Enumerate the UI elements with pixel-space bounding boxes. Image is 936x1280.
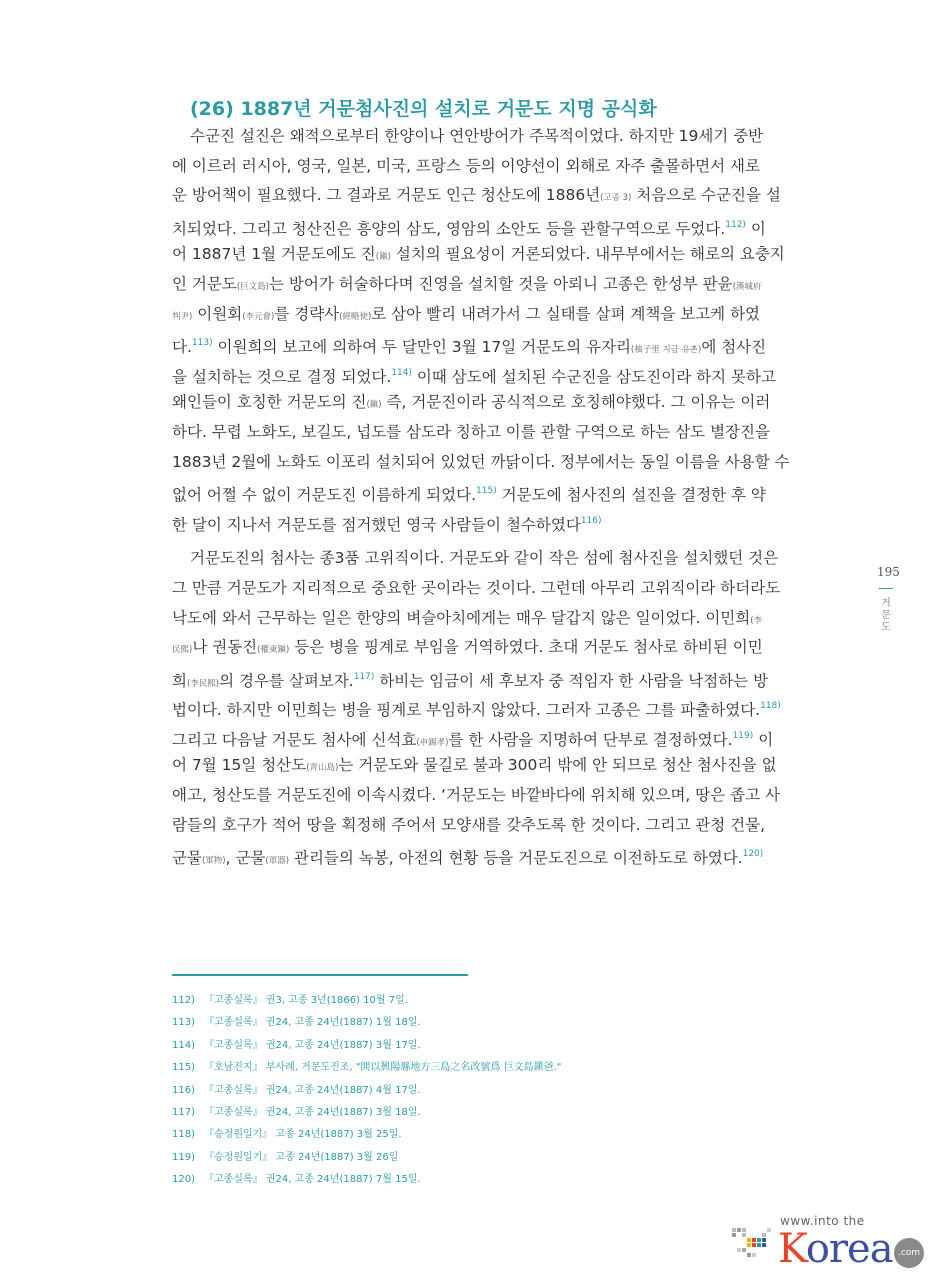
text-run: 없어 어쩔 수 없이 거문도진 이름하게 되었다. <box>172 486 477 505</box>
footnote-number: 118) <box>172 1129 195 1141</box>
footnote-text: 『고종실록』 권24, 고종 24년(1887) 3월 18일. <box>204 1107 421 1119</box>
footnote-ref: 115) <box>476 486 497 497</box>
text-run: 하다. 무렵 노화도, 보길도, 넙도를 삼도라 칭하고 이를 관할 구역으로 하는 삼도 별장진을 <box>172 422 770 441</box>
logo-pixel <box>762 1238 766 1242</box>
side-label-char: 문 <box>881 610 891 621</box>
footnote-number: 115) <box>172 1062 195 1074</box>
logo-pixel <box>747 1238 751 1242</box>
page-number: 195 <box>877 565 900 579</box>
text-run: 낙도에 와서 근무하는 일은 한양의 벼슬아치에게는 매우 달갑지 않은 일이었다. 이민희 <box>172 608 751 627</box>
text-run: 1883년 2월에 노화도 이포리 설치되어 있었던 까닭이다. 정부에서는 동일 이름을 사용할 수 <box>172 452 790 471</box>
footnote-divider <box>172 974 468 976</box>
text-run: 설치의 필요성이 거론되었다. 내무부에서는 해로의 요충지 <box>390 245 785 264</box>
footnote-text: 『고종실록』 권24, 고종 24년(1887) 1월 18일. <box>204 1017 421 1029</box>
hanja-annotation: (고종 3) <box>600 193 632 204</box>
logo-pixel <box>742 1233 746 1237</box>
logo-pixel <box>752 1238 756 1242</box>
text-line <box>172 418 790 448</box>
hanja-annotation: (漢城府 <box>732 281 762 292</box>
side-chapter-label <box>880 598 892 634</box>
footnote-ref: 116) <box>580 515 602 526</box>
hanja-annotation: (鎭) <box>375 252 391 263</box>
logo-pixel <box>732 1233 736 1237</box>
footnote-item <box>172 1102 792 1124</box>
text-run: 이때 삼도에 설치된 수군진을 삼도진이라 하지 못하고 <box>412 367 776 386</box>
footnote-text: 『호남진지』 부사례, 거문도진조, "開以興陽縣地方三島之名改號爲 巨文島鎭爸." <box>204 1062 562 1074</box>
footnotes <box>172 990 792 1192</box>
text-line <box>172 840 790 870</box>
text-line <box>172 359 790 389</box>
footnote-item <box>172 1012 792 1034</box>
footnote-text: 『고종실록』 권24, 고종 24년(1887) 4월 17일. <box>204 1084 421 1096</box>
text-run: 수군진 설진은 왜적으로부터 한양이나 연안방어가 주목적이었다. 하지만 19세기 중반 <box>190 127 764 145</box>
text-line <box>172 388 790 418</box>
text-line <box>172 300 790 330</box>
hanja-annotation: (青山島) <box>306 763 339 774</box>
text-line <box>172 544 790 574</box>
text-line <box>172 574 790 604</box>
text-run: 인 거문도 <box>172 274 237 293</box>
text-line <box>172 477 790 507</box>
text-line <box>172 722 790 752</box>
logo-wordmark <box>778 1226 893 1272</box>
logo-pixel <box>752 1253 756 1257</box>
text-line <box>172 448 790 478</box>
logo-pixel <box>742 1248 746 1252</box>
text-run: 이원회 <box>192 304 243 323</box>
text-line <box>172 604 790 634</box>
footnote-text: 『고종실록』 권3, 고종 3년(1866) 10월 7일. <box>204 995 408 1006</box>
text-run: 처음으로 수군진을 설 <box>631 186 781 205</box>
text-run: 의 경우를 살펴보자. <box>219 671 354 690</box>
footnote-ref: 120) <box>742 849 764 860</box>
text-run: 관리들의 녹봉, 아전의 현황 등을 거문도진으로 이전하도로 하였다. <box>289 849 743 868</box>
section-heading: (26) 1887년 거문첨사진의 설치로 거문도 지명 공식화 <box>190 98 657 120</box>
hanja-annotation: 民熙) <box>172 645 193 656</box>
text-run: 를 경략사 <box>274 304 340 323</box>
text-run: 에 이르러 러시아, 영국, 일본, 미국, 프랑스 등의 이양선이 외해로 자주 출몰하면서 새로 <box>172 156 760 175</box>
text-run: 는 방어가 허술하다며 진영을 설치할 것을 아뢰니 고종은 한성부 판윤 <box>268 274 733 293</box>
text-run: 어 1887년 1월 거문도에도 진 <box>172 245 376 264</box>
text-run: 등은 병을 핑계로 부임을 거역하였다. 초대 거문도 첨사로 하비된 이민 <box>289 638 763 657</box>
text-run: 로 삼아 빨리 내려가서 그 실태를 살펴 계책을 보고케 하였 <box>371 304 761 323</box>
hanja-annotation: (李 <box>750 615 763 626</box>
text-run: 희 <box>172 671 187 690</box>
text-run: 이원희의 보고에 의하여 두 달만인 3월 17일 거문도의 유자리 <box>212 338 631 357</box>
logo-pixel <box>737 1248 741 1252</box>
footnote-ref: 117) <box>353 671 375 682</box>
text-run: 람들의 호구가 적어 땅을 획정해 주어서 모양새를 갖추도록 한 것이다. 그리고 관청 건물, <box>172 815 766 834</box>
text-line <box>172 663 790 693</box>
text-run: 법이다. 하지만 이민희는 병을 핑계로 부임하지 않았다. 그러자 고종은 그를 파출하였다. <box>172 701 761 720</box>
text-run: 는 거문도와 물길로 불과 300리 밖에 안 되므로 청산 첨사진을 없 <box>338 756 777 775</box>
text-run: 한 달이 지나서 거문도를 점거했던 영국 사람들이 철수하였다 <box>172 515 581 534</box>
text-line <box>172 152 790 182</box>
text-run: 이 <box>745 219 766 238</box>
text-line <box>172 781 790 811</box>
side-label-char: 거 <box>881 598 891 609</box>
paragraph-2 <box>172 544 790 870</box>
footnote-text: 『고종실록』 권24, 고종 24년(1887) 7월 15일. <box>204 1174 421 1186</box>
paragraph-1 <box>172 122 790 536</box>
text-run: 즉, 거문진이라 공식적으로 호칭해야했다. 그 이유는 이러 <box>381 393 771 412</box>
text-run: 애고, 청산도를 거문도진에 이속시켰다. ‘거문도는 바깥바다에 위치해 있으며, 땅은 좁고 사 <box>172 786 781 805</box>
hanja-annotation: 判尹) <box>172 311 193 322</box>
text-run: 이 <box>753 730 774 749</box>
footnote-number: 113) <box>172 1017 195 1029</box>
logo-pixel <box>747 1243 751 1247</box>
hanja-annotation: (經略使) <box>339 311 372 322</box>
logo-pixel <box>732 1228 736 1232</box>
footnote-number: 120) <box>172 1174 195 1186</box>
footnote-item <box>172 1035 792 1057</box>
footnote-item <box>172 1169 792 1191</box>
footnote-item <box>172 1124 792 1146</box>
hanja-annotation: (申錫孝) <box>416 737 449 748</box>
logo-pixel <box>767 1228 771 1232</box>
footnote-item <box>172 1057 792 1079</box>
logo-pixel <box>757 1243 761 1247</box>
text-run: , 군물 <box>225 849 266 868</box>
body-text <box>172 122 790 870</box>
text-run: 그리고 다음날 거문도 첨사에 신석효 <box>172 730 417 749</box>
footnote-ref: 118) <box>760 701 781 712</box>
text-run: 그 만큼 거문도가 지리적으로 중요한 곳이라는 것이다. 그런데 아무리 고위직이라 하더라도 <box>172 578 781 597</box>
logo-pixel <box>737 1228 741 1232</box>
footnote-item <box>172 990 792 1012</box>
text-line <box>172 751 790 781</box>
text-line <box>172 240 790 270</box>
text-run: 치되었다. 그리고 청산진은 흥양의 삼도, 영암의 소안도 등을 관할구역으로 두었다. <box>172 219 726 238</box>
footnote-ref: 119) <box>732 730 754 741</box>
hanja-annotation: (鎭) <box>366 400 382 411</box>
hanja-annotation: (巨文島) <box>236 281 269 292</box>
logo-word-rest: orea <box>805 1226 893 1272</box>
footnote-ref: 114) <box>391 367 412 378</box>
logo-k-letter: K <box>778 1226 806 1272</box>
footnote-number: 114) <box>172 1039 195 1051</box>
text-run: 거문도에 첨사진의 설진을 결정한 후 약 <box>496 486 766 505</box>
footnote-text: 『승정원일기』 고종 24년(1887) 3월 25일. <box>204 1129 402 1141</box>
footnote-number: 117) <box>172 1107 195 1119</box>
text-line <box>172 181 790 211</box>
text-line <box>172 211 790 241</box>
text-line <box>172 122 790 152</box>
logo-pixel <box>752 1243 756 1247</box>
footnote-item <box>172 1147 792 1169</box>
hanja-annotation: (軍物) <box>201 856 226 867</box>
text-line <box>172 633 790 663</box>
text-line <box>172 329 790 359</box>
hanja-annotation: (李元會) <box>242 311 275 322</box>
text-run: 어 7월 15일 청산도 <box>172 756 307 775</box>
hanja-annotation: (柚子里 지금 유촌) <box>630 345 702 356</box>
text-run: 을 설치하는 것으로 결정 되었다. <box>172 367 392 386</box>
text-line <box>172 692 790 722</box>
logo-pixel <box>757 1238 761 1242</box>
text-run: 에 첨사진 <box>701 338 767 357</box>
text-run: 를 한 사람을 지명하여 단부로 결정하였다. <box>448 730 733 749</box>
logo-url-text: www.into the <box>780 1214 865 1228</box>
text-run: 거문도진의 첨사는 종3품 고위직이다. 거문도와 같이 작은 섬에 첨사진을 설치했던 것은 <box>190 549 779 568</box>
logo-pixel <box>762 1233 766 1237</box>
footnote-text: 『고종실록』 권24, 고종 24년(1887) 3월 17일. <box>204 1039 421 1051</box>
logo-pixel <box>762 1243 766 1247</box>
footnote-ref: 112) <box>725 219 746 230</box>
paragraph-gap <box>172 536 790 544</box>
footnote-ref: 113) <box>191 338 213 349</box>
logo-dotcom-badge: .com <box>894 1238 924 1268</box>
footnote-text: 『승정원일기』 고종 24년(1887) 3월 26일 <box>204 1151 399 1163</box>
text-line <box>172 811 790 841</box>
side-label-char: 도 <box>881 622 891 633</box>
text-run: 다. <box>172 338 192 357</box>
text-run: 나 권동진 <box>192 638 258 657</box>
text-run: 운 방어책이 필요했다. 그 결과로 거문도 인근 청산도에 1886년 <box>172 186 601 205</box>
footnote-item <box>172 1080 792 1102</box>
page-number-rule <box>879 588 893 589</box>
hanja-annotation: (李民熙) <box>186 678 220 689</box>
footnote-number: 116) <box>172 1084 195 1096</box>
hanja-annotation: (軍器) <box>265 856 290 867</box>
logo-pixel <box>747 1253 751 1257</box>
text-run: 하비는 임금이 세 후보자 중 적임자 한 사람을 낙점하는 방 <box>374 671 769 690</box>
logo-pixel <box>742 1228 746 1232</box>
into-the-korea-logo[interactable] <box>730 1214 926 1272</box>
text-line <box>172 270 790 300</box>
text-run: 왜인들이 호칭한 거문도의 진 <box>172 393 367 412</box>
text-run: 군물 <box>172 849 202 868</box>
footnote-number: 112) <box>172 995 195 1006</box>
footnote-number: 119) <box>172 1151 195 1163</box>
hanja-annotation: (權東鎭) <box>257 645 290 656</box>
text-line <box>172 507 790 537</box>
